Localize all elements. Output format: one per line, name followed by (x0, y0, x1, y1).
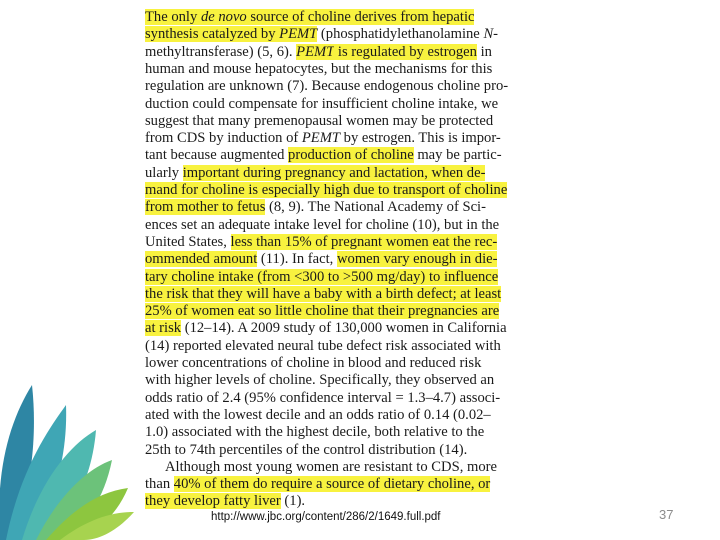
text-run: human and mouse hepatocytes, but the mechanisms for this (145, 60, 493, 77)
text-run: by estrogen. This is impor- (340, 130, 501, 147)
text-run: may be partic- (413, 147, 502, 164)
text-run: 25th to 74th percentiles of the control distribution (14). (145, 441, 468, 458)
highlighted-text: the risk that they will have a baby with a birth defect; at least (145, 285, 502, 302)
highlighted-text: at risk (145, 320, 182, 337)
text-run: (1). (280, 493, 306, 510)
highlighted-text: is regulated by estrogen (334, 43, 477, 60)
highlighted-text: The only (145, 9, 201, 25)
text-run: - (493, 26, 499, 43)
text-run: than (145, 476, 174, 493)
highlighted-text: they develop fatty liver (145, 493, 281, 510)
text-run: 1.0) associated with the highest decile, both relative to the (145, 424, 485, 441)
text-run: (14) reported elevated neural tube defect risk associated with (145, 337, 501, 354)
text-run: suggest that many premenopausal women may be protected (145, 112, 494, 129)
text-run: (8, 9). The National Academy of Sci- (265, 199, 486, 216)
text-run: tant because augmented (145, 147, 289, 164)
text-run: regulation are unknown (7). Because endogenous choline pro- (145, 78, 509, 95)
text-run: ences set an adequate intake level for choline (10), but in the (145, 216, 500, 233)
text-run: with higher levels of choline. Specifically, they observed an (145, 372, 495, 389)
text-run: methyltransferase) (5, 6). (145, 43, 297, 60)
text-run: in (476, 43, 492, 60)
highlighted-text: PEMT (279, 26, 318, 43)
highlighted-text: tary choline intake (from <300 to >500 mg/day) to influence (145, 268, 499, 285)
text-run: from CDS by induction of (145, 130, 302, 147)
highlighted-text: important during pregnancy and lactation, when de- (182, 164, 486, 181)
text-run: duction could compensate for insufficient choline intake, we (145, 95, 499, 112)
text-run: odds ratio of 2.4 (95% confidence interval = 1.3–4.7) associ- (145, 389, 501, 406)
highlighted-text: source of choline derives from hepatic (246, 9, 475, 25)
highlighted-text: synthesis catalyzed by (145, 26, 280, 43)
text-run: Although most young women are resistant to CDS, more (165, 458, 497, 475)
highlighted-text: production of choline (288, 147, 414, 164)
highlighted-text: de novo (200, 9, 247, 25)
highlighted-text: 40% of them do require a source of dietary choline, or (173, 476, 491, 493)
source-url[interactable]: http://www.jbc.org/content/286/2/1649.full.pdf (211, 511, 441, 523)
highlighted-text: women vary enough in die- (336, 251, 498, 268)
text-run: (phosphatidylethanolamine (317, 26, 484, 43)
text-line (145, 491, 305, 511)
highlighted-text: ommended amount (145, 251, 258, 268)
text-run: (11). In fact, (257, 251, 337, 268)
highlighted-text: PEMT (296, 43, 335, 60)
text-run: ated with the lowest decile and an odds ratio of 0.14 (0.02– (145, 406, 491, 423)
text-run: ularly (145, 164, 183, 181)
scanned-article-excerpt (135, 3, 609, 530)
highlighted-text: from mother to fetus (145, 199, 266, 216)
text-run: lower concentrations of choline in blood and reduced risk (145, 355, 482, 371)
highlighted-text: mand for choline is especially high due to transport of choline (145, 182, 508, 198)
text-run: PEMT (301, 130, 340, 147)
text-run: N (483, 26, 494, 43)
highlighted-text: less than 15% of pregnant women eat the rec- (230, 233, 498, 250)
slide-number: 37 (659, 507, 674, 522)
text-run: United States, (145, 233, 231, 250)
highlighted-text: 25% of women eat so little choline that their pregnancies are (145, 303, 500, 320)
text-run: (12–14). A 2009 study of 130,000 women in California (181, 320, 507, 337)
